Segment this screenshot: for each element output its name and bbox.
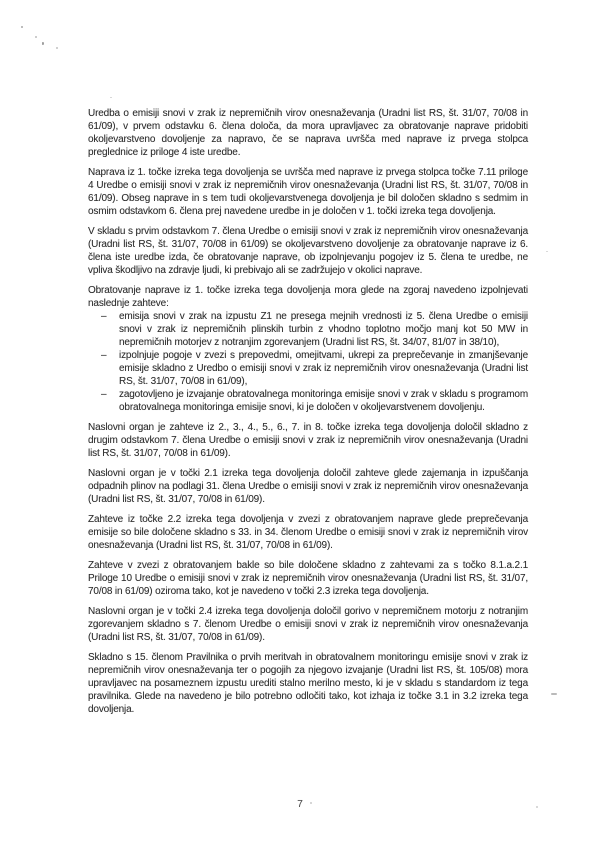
- scan-speck: [546, 251, 548, 252]
- requirements-list: [88, 310, 528, 414]
- scan-speck: [110, 97, 112, 98]
- scan-speck: [35, 36, 37, 38]
- document-text-body: [88, 107, 528, 723]
- paragraph-uredba-6-clen: Uredba o emisiji snovi v zrak iz nepremičnih virov onesnaževanja (Uradni list RS, št. 31/07, 70/08 in 61/09), v prvem odstavku 6. člena določa, da mora upravljavec za obratovanje naprave pridobiti okoljevarstveno dovoljenje za napravo, če se naprava uvršča med naprave iz prvega stolpca preglednice iz priloge 4 iste uredbe.: [88, 108, 528, 158]
- paragraph-tocka-2-2: Zahteve iz točke 2.2 izreka tega dovoljenja v zvezi z obratovanjem naprave glede preprečevanja emisije so bile določene skladno s 33. in 34. členom Uredbe o emisiji snovi v zrak iz nepremičnih virov onesnaževanja (Uradni list RS, št. 31/07, 70/08 in 61/09).: [88, 514, 528, 551]
- page-number: 7: [297, 799, 303, 810]
- dash-marker: –: [101, 389, 107, 400]
- list-item-text: zagotovljeno je izvajanje obratovalnega monitoringa emisije snovi v zrak v skladu s programom obratovalnega monitoringa emisije snovi, ki je določen v okoljevarstvenem dovoljenju.: [119, 389, 528, 413]
- scan-speck: [56, 47, 58, 49]
- list-item-emisija-izpust-z1: [88, 310, 528, 349]
- paragraph-naprava-tocka-7-11: Naprava iz 1. točke izreka tega dovoljenja se uvršča med naprave iz prvega stolpca točke 7.11 priloge 4 Uredbe o emisiji snovi v zrak iz nepremičnih virov onesnaževanja (Uradni list RS, št. 31/07, 70/08 in 61/09). Obseg naprave in s tem tudi okoljevarstvenega dovoljenja je bil določen skladno s sedmim in osmim odstavkom 6. člena prej navedene uredbe in je določen v 1. točki izreka tega dovoljenja.: [88, 167, 528, 217]
- paragraph-bakla-tocka-2-3: Zahteve v zvezi z obratovanjem bakle so bile določene skladno z zahtevami za s točko 8.1.a.2.1 Priloge 10 Uredbe o emisiji snovi v zrak iz nepremičnih virov onesnaževanja (Uradni list RS, št. 31/07, 70/08 in 61/09) oziroma tako, kot je navedeno v točki 2.3 izreka tega dovoljenja.: [88, 560, 528, 597]
- paragraph-naslovni-organ-zahteve: Naslovni organ je zahteve iz 2., 3., 4., 5., 6., 7. in 8. točke izreka tega dovoljenja določil skladno z drugim odstavkom 7. člena Uredbe o emisiji snovi v zrak iz nepremičnih virov onesnaževanja (Uradni list RS, št. 31/07, 70/08 in 61/09).: [88, 422, 528, 459]
- paragraph-gorivo-tocka-2-4: Naslovni organ je v točki 2.4 izreka tega dovoljenja določil gorivo v nepremičnem motorju z notranjim zgorevanjem skladno s 7. členom Uredbe o emisiji snovi v zrak iz nepremičnih virov onesnaževanja (Uradni list RS, št. 31/07, 70/08 in 61/09).: [88, 606, 528, 643]
- dash-marker: –: [101, 311, 107, 322]
- paragraph-pravilnik-meritve: Skladno s 15. členom Pravilnika o prvih meritvah in obratovalnem monitoringu emisije snovi v zrak iz nepremičnih virov onesnaževanja ter o pogojih za njegovo izvajanje (Uradni list RS, št. 105/08) mora upravljavec na posameznem izpustu urediti stalno merilno mesto, ki je v skladu s standardom iz tega pravilnika. Glede na navedeno je bilo potrebno odločiti tako, kot izhaja iz točke 3.1 in 3.2 izreka tega dovoljenja.: [88, 652, 528, 715]
- dash-marker: –: [101, 350, 107, 361]
- list-item-text: emisija snovi v zrak na izpustu Z1 ne presega mejnih vrednosti iz 5. člena Uredbe o emisiji snovi v zrak iz nepremičnih plinskih turbin z vhodno toplotno močjo manj kot 50 MW in nepremičnih motorjev z notranjim zgorevanjem (Uradni list RS, št. 34/07, 81/07 in 38/10),: [119, 311, 528, 348]
- list-item-monitoring: [88, 388, 528, 414]
- paragraph-7-clen-pogoji: V skladu s prvim odstavkom 7. člena Uredbe o emisiji snovi v zrak iz nepremičnih virov onesnaževanja (Uradni list RS, št. 31/07, 70/08 in 61/09) se okoljevarstveno dovoljenje za obratovanje naprave iz 6. člena iste uredbe izda, če obratovanje naprave, ob izpolnjevanju pogojev iz 5. člena te uredbe, ne vpliva škodljivo na zdravje ljudi, ki prebivajo ali se zadržujejo v okolici naprave.: [88, 226, 528, 276]
- scan-speck: [42, 42, 44, 45]
- list-item-text: izpolnjuje pogoje v zvezi s prepovedmi, omejitvami, ukrepi za preprečevanje in zmanjševanje emisije skladno z Uredbo o emisiji snovi v zrak iz nepremičnih virov onesnaževanja (Uradni list RS, št. 31/07, 70/08 in 61/09),: [119, 350, 528, 387]
- list-item-pogoji-prepovedi: [88, 349, 528, 388]
- paragraph-tocka-2-1: Naslovni organ je v točki 2.1 izreka tega dovoljenja določil zahteve glede zajemanja in izpuščanja odpadnih plinov na podlagi 31. člena Uredbe o emisiji snovi v zrak iz nepremičnih virov onesnaževanja (Uradni list RS, št. 31/07, 70/08 in 61/09).: [88, 468, 528, 505]
- scan-speck: [551, 693, 557, 695]
- requirements-intro: Obratovanje naprave iz 1. točke izreka tega dovoljenja mora glede na zgoraj navedeno izpolnjevati naslednje zahteve:: [88, 285, 528, 309]
- scan-speck: [21, 26, 23, 28]
